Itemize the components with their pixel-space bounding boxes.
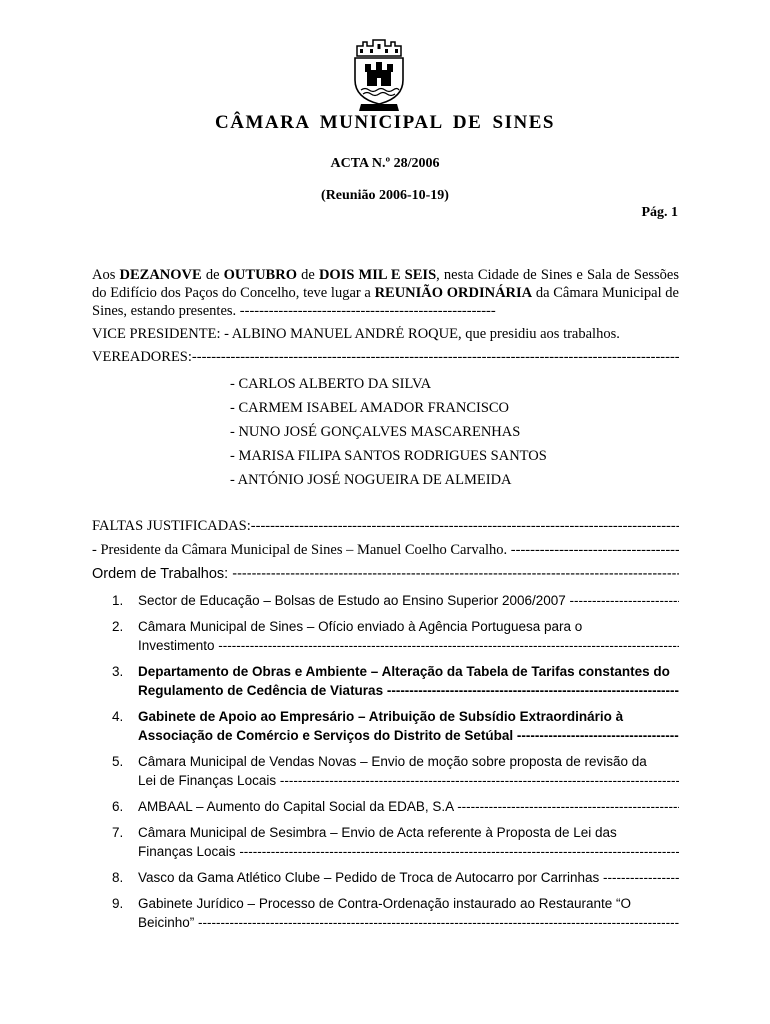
vereadores-list bbox=[230, 372, 547, 492]
agenda-item-text: Câmara Municipal de Vendas Novas – Envio de moção sobre proposta de revisão da bbox=[138, 754, 647, 769]
agenda-item bbox=[92, 662, 679, 700]
agenda-item-number: 7. bbox=[112, 825, 124, 840]
opening-text-1: Aos bbox=[92, 267, 120, 283]
agenda-item-number: 1. bbox=[112, 593, 124, 608]
agenda-item-continuation-text: Finanças Locais bbox=[138, 844, 240, 859]
agenda-item-continuation-text: Regulamento de Cedência de Viaturas bbox=[138, 683, 387, 698]
vereadores-heading bbox=[92, 349, 679, 366]
agenda-item-continuation bbox=[138, 726, 679, 745]
agenda-item bbox=[92, 752, 679, 790]
faltas-heading bbox=[92, 518, 679, 535]
agenda-item-text: Departamento de Obras e Ambiente – Alteração da Tabela de Tarifas constantes do bbox=[138, 664, 670, 679]
opening-year: DOIS MIL E SEIS bbox=[318, 267, 437, 283]
vereador-item: - CARMEM ISABEL AMADOR FRANCISCO bbox=[230, 400, 510, 416]
agenda-item-number: 5. bbox=[112, 754, 124, 769]
opening-paragraph bbox=[92, 266, 679, 320]
faltas-text: - Presidente da Câmara Municipal de Sines – Manuel Coelho Carvalho. bbox=[92, 542, 511, 558]
agenda-item-continuation-text: Investimento bbox=[138, 638, 219, 653]
agenda-list bbox=[92, 591, 679, 939]
agenda-item-number: 6. bbox=[112, 799, 124, 814]
opening-meeting-type: REUNIÃO ORDINÁRIA bbox=[374, 285, 533, 301]
agenda-item-continuation-text: Associação de Comércio e Serviços do Distrito de Setúbal bbox=[138, 728, 517, 743]
agenda-item-number: 3. bbox=[112, 664, 124, 679]
page-number: Pág. 1 bbox=[641, 205, 678, 220]
crest-emblem bbox=[343, 34, 415, 114]
agenda-item-title: AMBAAL – Aumento do Capital Social da EDAB, S.A bbox=[138, 799, 458, 814]
ordem-trabalhos-heading bbox=[92, 566, 679, 582]
agenda-item-continuation bbox=[138, 636, 679, 655]
agenda-item-number: 4. bbox=[112, 709, 124, 724]
ordem-label: Ordem de Trabalhos: bbox=[92, 566, 229, 582]
meeting-date: (Reunião 2006-10-19) bbox=[321, 188, 449, 203]
agenda-item-text: Câmara Municipal de Sesimbra – Envio de Acta referente à Proposta de Lei das bbox=[138, 825, 617, 840]
agenda-item-text bbox=[138, 591, 679, 610]
vereadores-label: VEREADORES: bbox=[92, 349, 192, 365]
agenda-item-title: Vasco da Gama Atlético Clube – Pedido de Troca de Autocarro por Carrinhas bbox=[138, 870, 604, 885]
faltas-line bbox=[92, 542, 679, 559]
agenda-item-text bbox=[138, 868, 679, 887]
opening-text-5: da Câmara Municipal de Sines, estando presentes. ----------------------------------------------------- bbox=[92, 285, 679, 319]
acta-number: ACTA N.º 28/2006 bbox=[330, 156, 440, 171]
vereador-item: - CARLOS ALBERTO DA SILVA bbox=[230, 376, 432, 392]
agenda-item-continuation-text: Beicinho” bbox=[138, 915, 199, 930]
agenda-item-continuation bbox=[138, 913, 679, 932]
agenda-item-text: Gabinete Jurídico – Processo de Contra-Ordenação instaurado ao Restaurante “O bbox=[138, 896, 632, 911]
agenda-item-continuation-text: Lei de Finanças Locais bbox=[138, 773, 280, 788]
agenda-item-number: 9. bbox=[112, 896, 124, 911]
agenda-item-text: Gabinete de Apoio ao Empresário – Atribuição de Subsídio Extraordinário à bbox=[138, 709, 624, 724]
agenda-item bbox=[92, 868, 679, 887]
agenda-item bbox=[92, 797, 679, 816]
opening-day: DEZANOVE bbox=[119, 267, 202, 283]
agenda-item-number: 8. bbox=[112, 870, 124, 885]
institution-title: CÂMARA MUNICIPAL DE SINES bbox=[215, 112, 555, 133]
agenda-item bbox=[92, 894, 679, 932]
agenda-item-continuation bbox=[138, 771, 679, 790]
agenda-item-continuation bbox=[138, 842, 679, 861]
vice-president-line: VICE PRESIDENTE: - ALBINO MANUEL ANDRÉ ROQUE, que presidiu aos trabalhos. bbox=[92, 326, 620, 342]
opening-text-3: de bbox=[296, 267, 319, 283]
agenda-item-text bbox=[138, 797, 679, 816]
vereador-item: - MARISA FILIPA SANTOS RODRIGUES SANTOS bbox=[230, 448, 547, 464]
agenda-item-title: Sector de Educação – Bolsas de Estudo ao Ensino Superior 2006/2007 bbox=[138, 593, 570, 608]
opening-text-4: , nesta Cidade de Sines e Sala de Sessões do Edifício dos Paços do Concelho, teve lugar a bbox=[92, 267, 680, 301]
vereador-item: - NUNO JOSÉ GONÇALVES MASCARENHAS bbox=[230, 424, 521, 440]
faltas-label: FALTAS JUSTIFICADAS: bbox=[92, 518, 251, 534]
opening-month: OUTUBRO bbox=[223, 267, 297, 283]
agenda-item bbox=[92, 823, 679, 861]
agenda-item-number: 2. bbox=[112, 619, 124, 634]
vereador-item: - ANTÓNIO JOSÉ NOGUEIRA DE ALMEIDA bbox=[230, 472, 512, 488]
agenda-item bbox=[92, 707, 679, 745]
opening-text-2: de bbox=[201, 267, 224, 283]
municipal-crest-logo bbox=[343, 34, 415, 114]
agenda-item bbox=[92, 591, 679, 610]
agenda-item-continuation bbox=[138, 681, 679, 700]
agenda-item-text: Câmara Municipal de Sines – Ofício enviado à Agência Portuguesa para o bbox=[138, 619, 583, 634]
agenda-item bbox=[92, 617, 679, 655]
